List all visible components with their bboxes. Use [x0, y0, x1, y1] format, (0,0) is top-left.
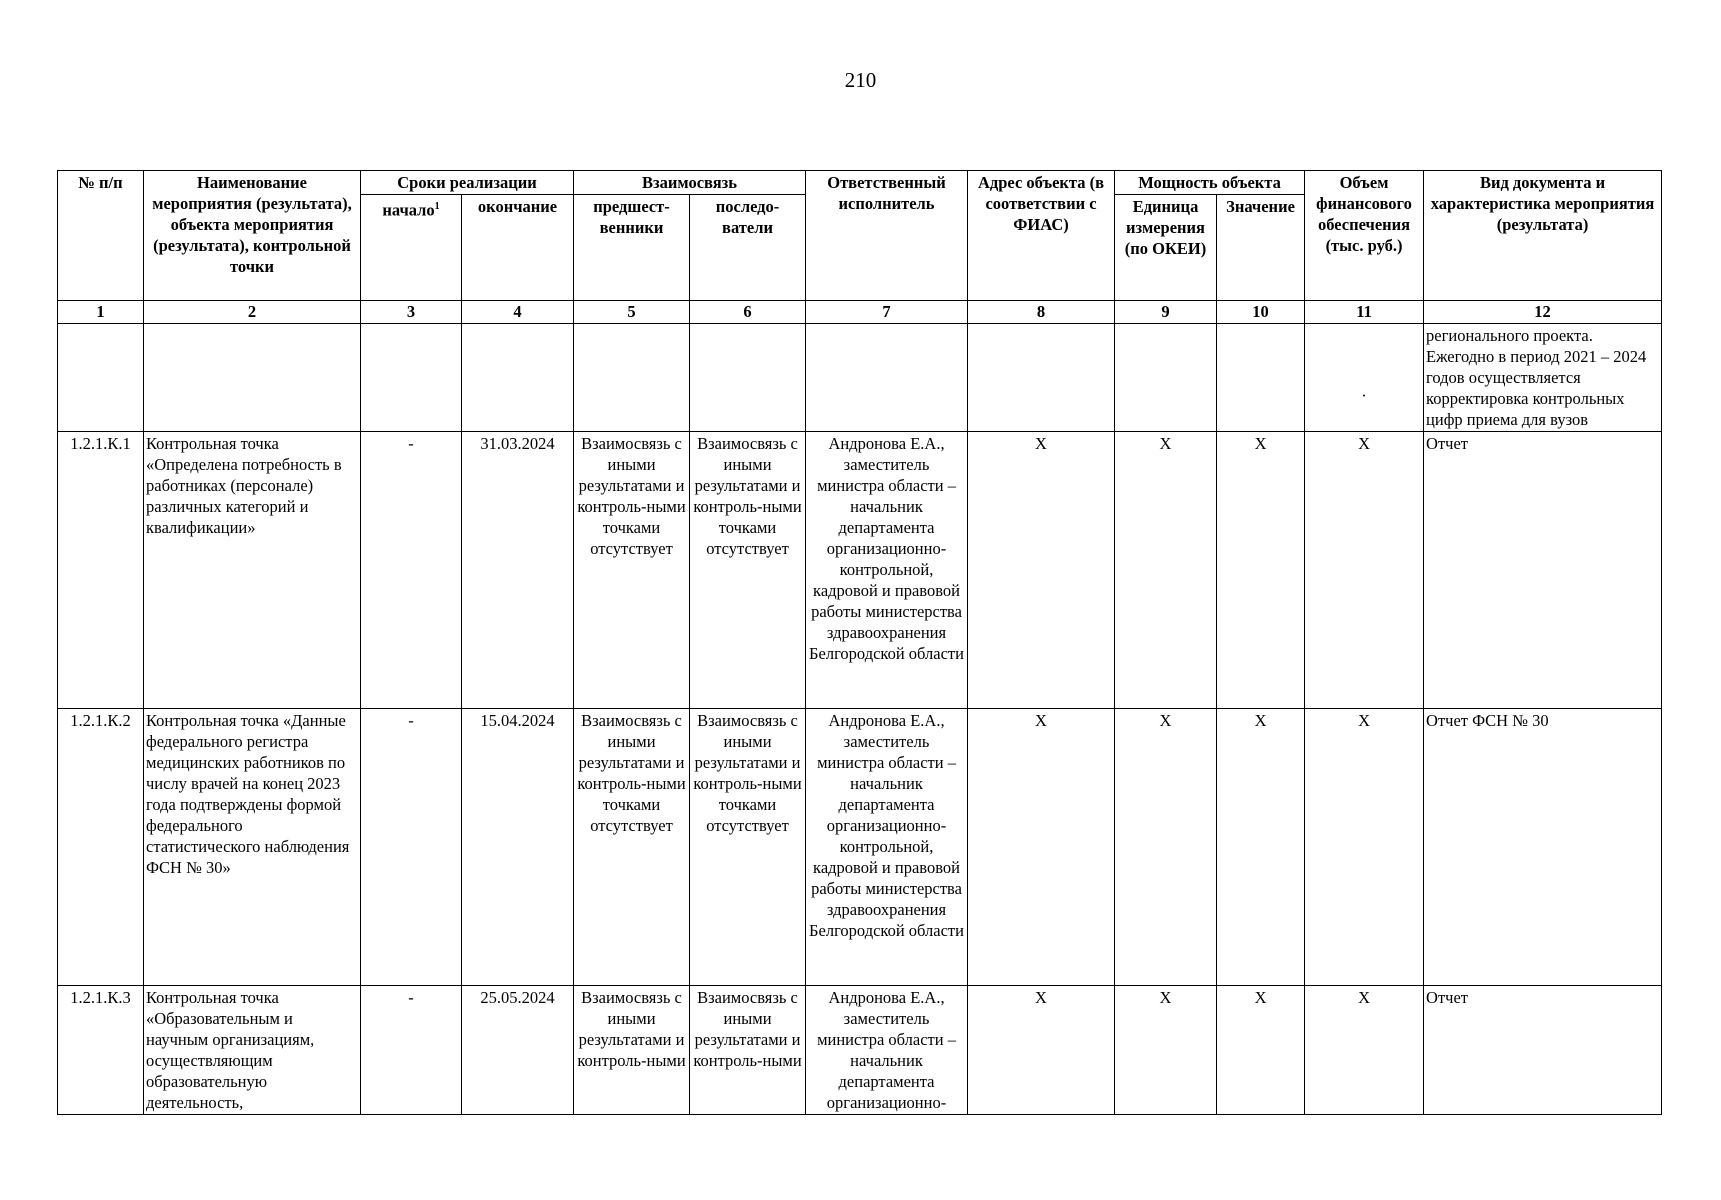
header-funding: Объем финансового обеспечения (тыс. руб.): [1305, 171, 1424, 301]
row-executor: Андронова Е.А., заместитель министра области – начальник департамента организационно-контрольной, кадровой и правовой работы министерства здравоохранения Белгородской области: [806, 432, 968, 709]
row-num: 1.2.1.К.1: [58, 432, 144, 709]
row-end: 25.05.2024: [462, 986, 574, 1115]
row-value: X: [1217, 432, 1305, 709]
row-funding: X: [1305, 709, 1424, 986]
row-end: 31.03.2024: [462, 432, 574, 709]
header-doc-type: Вид документа и характеристика мероприятия (результата): [1424, 171, 1662, 301]
row-funding: X: [1305, 986, 1424, 1115]
table-row-continuation: [58, 324, 1662, 432]
row-successors: Взаимосвязь с иными результатами и контроль-ными точками отсутствует: [690, 709, 806, 986]
row-end: 15.04.2024: [462, 709, 574, 986]
row-executor: Андронова Е.А., заместитель министра области – начальник департамента организационно-: [806, 986, 968, 1115]
header-num: № п/п: [58, 171, 144, 301]
header-capacity: Мощность объекта: [1115, 171, 1305, 195]
row-doc: Отчет: [1424, 432, 1662, 709]
column-number: 8: [968, 301, 1115, 324]
stray-mark: ·: [1361, 386, 1367, 405]
column-number: 1: [58, 301, 144, 324]
header-start: начало$^1$: [361, 195, 462, 301]
header-relation: Взаимосвязь: [574, 171, 806, 195]
events-table: [57, 170, 1662, 1115]
row-unit: X: [1115, 432, 1217, 709]
column-number: 11: [1305, 301, 1424, 324]
row-address: X: [968, 432, 1115, 709]
table-row: [58, 986, 1662, 1115]
column-number: 12: [1424, 301, 1662, 324]
row-predecessors: Взаимосвязь с иными результатами и контроль-ными точками отсутствует: [574, 432, 690, 709]
continuation-doc-text: регионального проекта. Ежегодно в период 2021 – 2024 годов осуществляется корректировка контрольных цифр приема для вузов: [1424, 324, 1662, 432]
row-value: X: [1217, 986, 1305, 1115]
column-number: 6: [690, 301, 806, 324]
header-predecessors: предшест-венники: [574, 195, 690, 301]
row-start: -: [361, 986, 462, 1115]
row-successors: Взаимосвязь с иными результатами и контроль-ными точками отсутствует: [690, 432, 806, 709]
column-number: 5: [574, 301, 690, 324]
page-number: 210: [844, 68, 877, 92]
row-name: Контрольная точка «Определена потребность в работниках (персонале) различных категорий и квалификации»: [144, 432, 361, 709]
row-start: -: [361, 432, 462, 709]
row-predecessors: Взаимосвязь с иными результатами и контроль-ными точками отсутствует: [574, 709, 690, 986]
row-num: 1.2.1.К.2: [58, 709, 144, 986]
row-address: X: [968, 986, 1115, 1115]
row-doc: Отчет ФСН № 30: [1424, 709, 1662, 986]
column-number: 7: [806, 301, 968, 324]
header-address: Адрес объекта (в соответствии с ФИАС): [968, 171, 1115, 301]
row-unit: X: [1115, 986, 1217, 1115]
row-start: -: [361, 709, 462, 986]
row-name: Контрольная точка «Данные федерального регистра медицинских работников по числу врачей на конец 2023 года подтверждены формой федерального статистического наблюдения ФСН № 30»: [144, 709, 361, 986]
column-number: 9: [1115, 301, 1217, 324]
column-number: 2: [144, 301, 361, 324]
row-value: X: [1217, 709, 1305, 986]
row-doc: Отчет: [1424, 986, 1662, 1115]
column-number: 3: [361, 301, 462, 324]
row-address: X: [968, 709, 1115, 986]
header-executor: Ответственный исполнитель: [806, 171, 968, 301]
header-name: Наименование мероприятия (результата), объекта мероприятия (результата), контрольной точки: [144, 171, 361, 301]
row-predecessors: Взаимосвязь с иными результатами и контроль-ными: [574, 986, 690, 1115]
column-number: 4: [462, 301, 574, 324]
table-row: [58, 432, 1662, 709]
row-name: Контрольная точка «Образовательным и научным организациям, осуществляющим образовательную деятельность,: [144, 986, 361, 1115]
column-number: 10: [1217, 301, 1305, 324]
row-funding: X: [1305, 432, 1424, 709]
table-row: [58, 709, 1662, 986]
row-unit: X: [1115, 709, 1217, 986]
header-terms: Сроки реализации: [361, 171, 574, 195]
row-successors: Взаимосвязь с иными результатами и контроль-ными: [690, 986, 806, 1115]
header-end: окончание: [462, 195, 574, 301]
row-executor: Андронова Е.А., заместитель министра области – начальник департамента организационно-контрольной, кадровой и правовой работы министерства здравоохранения Белгородской области: [806, 709, 968, 986]
header-successors: последо-ватели: [690, 195, 806, 301]
header-unit: Единица измерения (по ОКЕИ): [1115, 195, 1217, 301]
row-num: 1.2.1.К.3: [58, 986, 144, 1115]
header-value: Значение: [1217, 195, 1305, 301]
